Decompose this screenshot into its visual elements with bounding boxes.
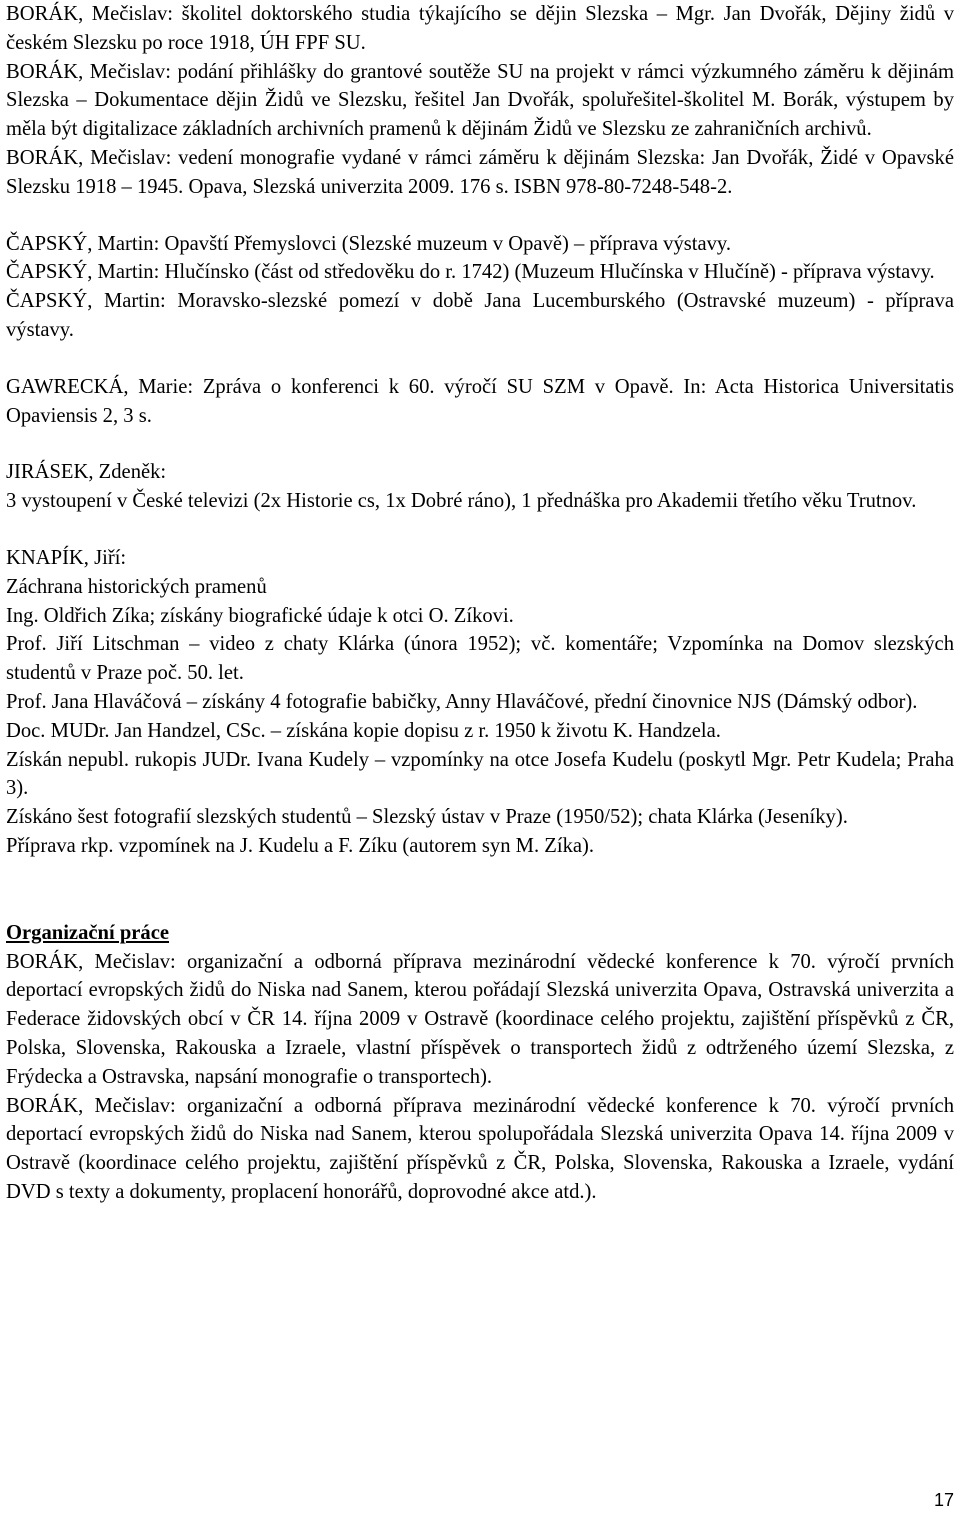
entry-jirasek-name: JIRÁSEK, Zdeněk: [6, 461, 167, 484]
entry-knapik-7: Příprava rkp. vzpomínek na J. Kudelu a F. Zíku (autorem syn M. Zíka). [6, 834, 595, 857]
section-heading: Organizační práce [6, 921, 170, 944]
document-page [6, 0, 954, 1207]
entry-knapik-2: Prof. Jiří Litschman – video z chaty Klárka (února 1952); vč. komentáře; Vzpomínka na Domov slezských studentů v Praze poč. 50. let. [6, 633, 954, 685]
entry-capsky-3: ČAPSKÝ, Martin: Moravsko-slezské pomezí v době Jana Lucemburského (Ostravské muzeum) - příprava výstavy. [6, 290, 954, 341]
entry-knapik-5: Získán nepubl. rukopis JUDr. Ivana Kudely – vzpomínky na otce Josefa Kudelu (poskytl Mgr. Petr Kudela; Praha 3). [6, 748, 954, 800]
entry-borak-grant: BORÁK, Mečislav: podání přihlášky do grantové soutěže SU na projekt v rámci výzkumného záměru k dějinám Slezska – Dokumentace dějin Židů ve Slezsku, řešitel Jan Dvořák, spoluřešitel-školitel M. Borák, výstupem by měla být digitalizace základních archivních pramenů k dějinám Židů ve Slezsku ze zahraničních archivů. [6, 60, 954, 141]
entry-knapik-6: Získáno šest fotografií slezských studentů – Slezský ústav v Praze (1950/52); chata Klárka (Jeseníky). [6, 806, 848, 829]
entry-org-2: BORÁK, Mečislav: organizační a odborná příprava mezinárodní vědecké konference k 70. výročí prvních deportací evropských židů do Niska nad Sanem, kterou spolupořádala Slezská univerzita Opava 14. října 2009 v Ostravě (koordinace celého projektu, zajištění příspěvků z ČR, Polska, Slovenska, Rakouska a Izraele, vydání DVD s texty a dokumenty, proplacení honorářů, doprovodné akce atd.). [6, 1094, 954, 1203]
entry-gawrecka: GAWRECKÁ, Marie: Zpráva o konferenci k 60. výročí SU SZM v Opavě. In: Acta Historica Universitatis Opaviensis 2, 3 s. [6, 375, 954, 427]
entry-knapik-1: Ing. Oldřich Zíka; získány biografické údaje k otci O. Zíkovi. [6, 604, 514, 627]
entry-knapik-subheading: Záchrana historických pramenů [6, 575, 267, 598]
entry-jirasek-text: 3 vystoupení v České televizi (2x Historie cs, 1x Dobré ráno), 1 přednáška pro Akademii třetího věku Trutnov. [6, 490, 917, 513]
page-number: 17 [933, 1490, 954, 1510]
entry-capsky-2: ČAPSKÝ, Martin: Hlučínsko (část od středověku do r. 1742) (Muzeum Hlučínska v Hlučíně) - příprava výstavy. [6, 261, 935, 284]
entry-borak-doctoral: BORÁK, Mečislav: školitel doktorského studia týkajícího se dějin Slezska – Mgr. Jan Dvořák, Dějiny židů v českém Slezsku po roce 1918, ÚH FPF SU. [6, 3, 954, 54]
entry-knapik-4: Doc. MUDr. Jan Handzel, CSc. – získána kopie dopisu z r. 1950 k životu K. Handzela. [6, 719, 721, 742]
entry-borak-monograph: BORÁK, Mečislav: vedení monografie vydané v rámci záměru k dějinám Slezska: Jan Dvořák, Židé v Opavské Slezsku 1918 – 1945. Opava, Slezská univerzita 2009. 176 s. ISBN 978-80-7248-548-2. [6, 146, 954, 198]
entry-capsky-1: ČAPSKÝ, Martin: Opavští Přemyslovci (Slezské muzeum v Opavě) – příprava výstavy. [6, 232, 732, 255]
entry-org-1: BORÁK, Mečislav: organizační a odborná příprava mezinárodní vědecké konference k 70. výročí prvních deportací evropských židů do Niska nad Sanem, kterou pořádají Slezská univerzita Opava, Ostravská univerzita a Federace židovských obcí v ČR 14. října 2009 v Ostravě (koordinace celého projektu, zajištění příspěvků z ČR, Polska, Slovenska, Rakouska a Izraele, vlastní příspěvek o transportech židů z odtrženého území Slezska, z Frýdecka a Ostravska, napsání monografie o transportech). [6, 950, 954, 1088]
entry-knapik-name: KNAPÍK, Jiří: [6, 546, 127, 569]
entry-knapik-3: Prof. Jana Hlaváčová – získány 4 fotografie babičky, Anny Hlaváčové, přední činovnice NJS (Dámský odbor). [6, 690, 918, 713]
